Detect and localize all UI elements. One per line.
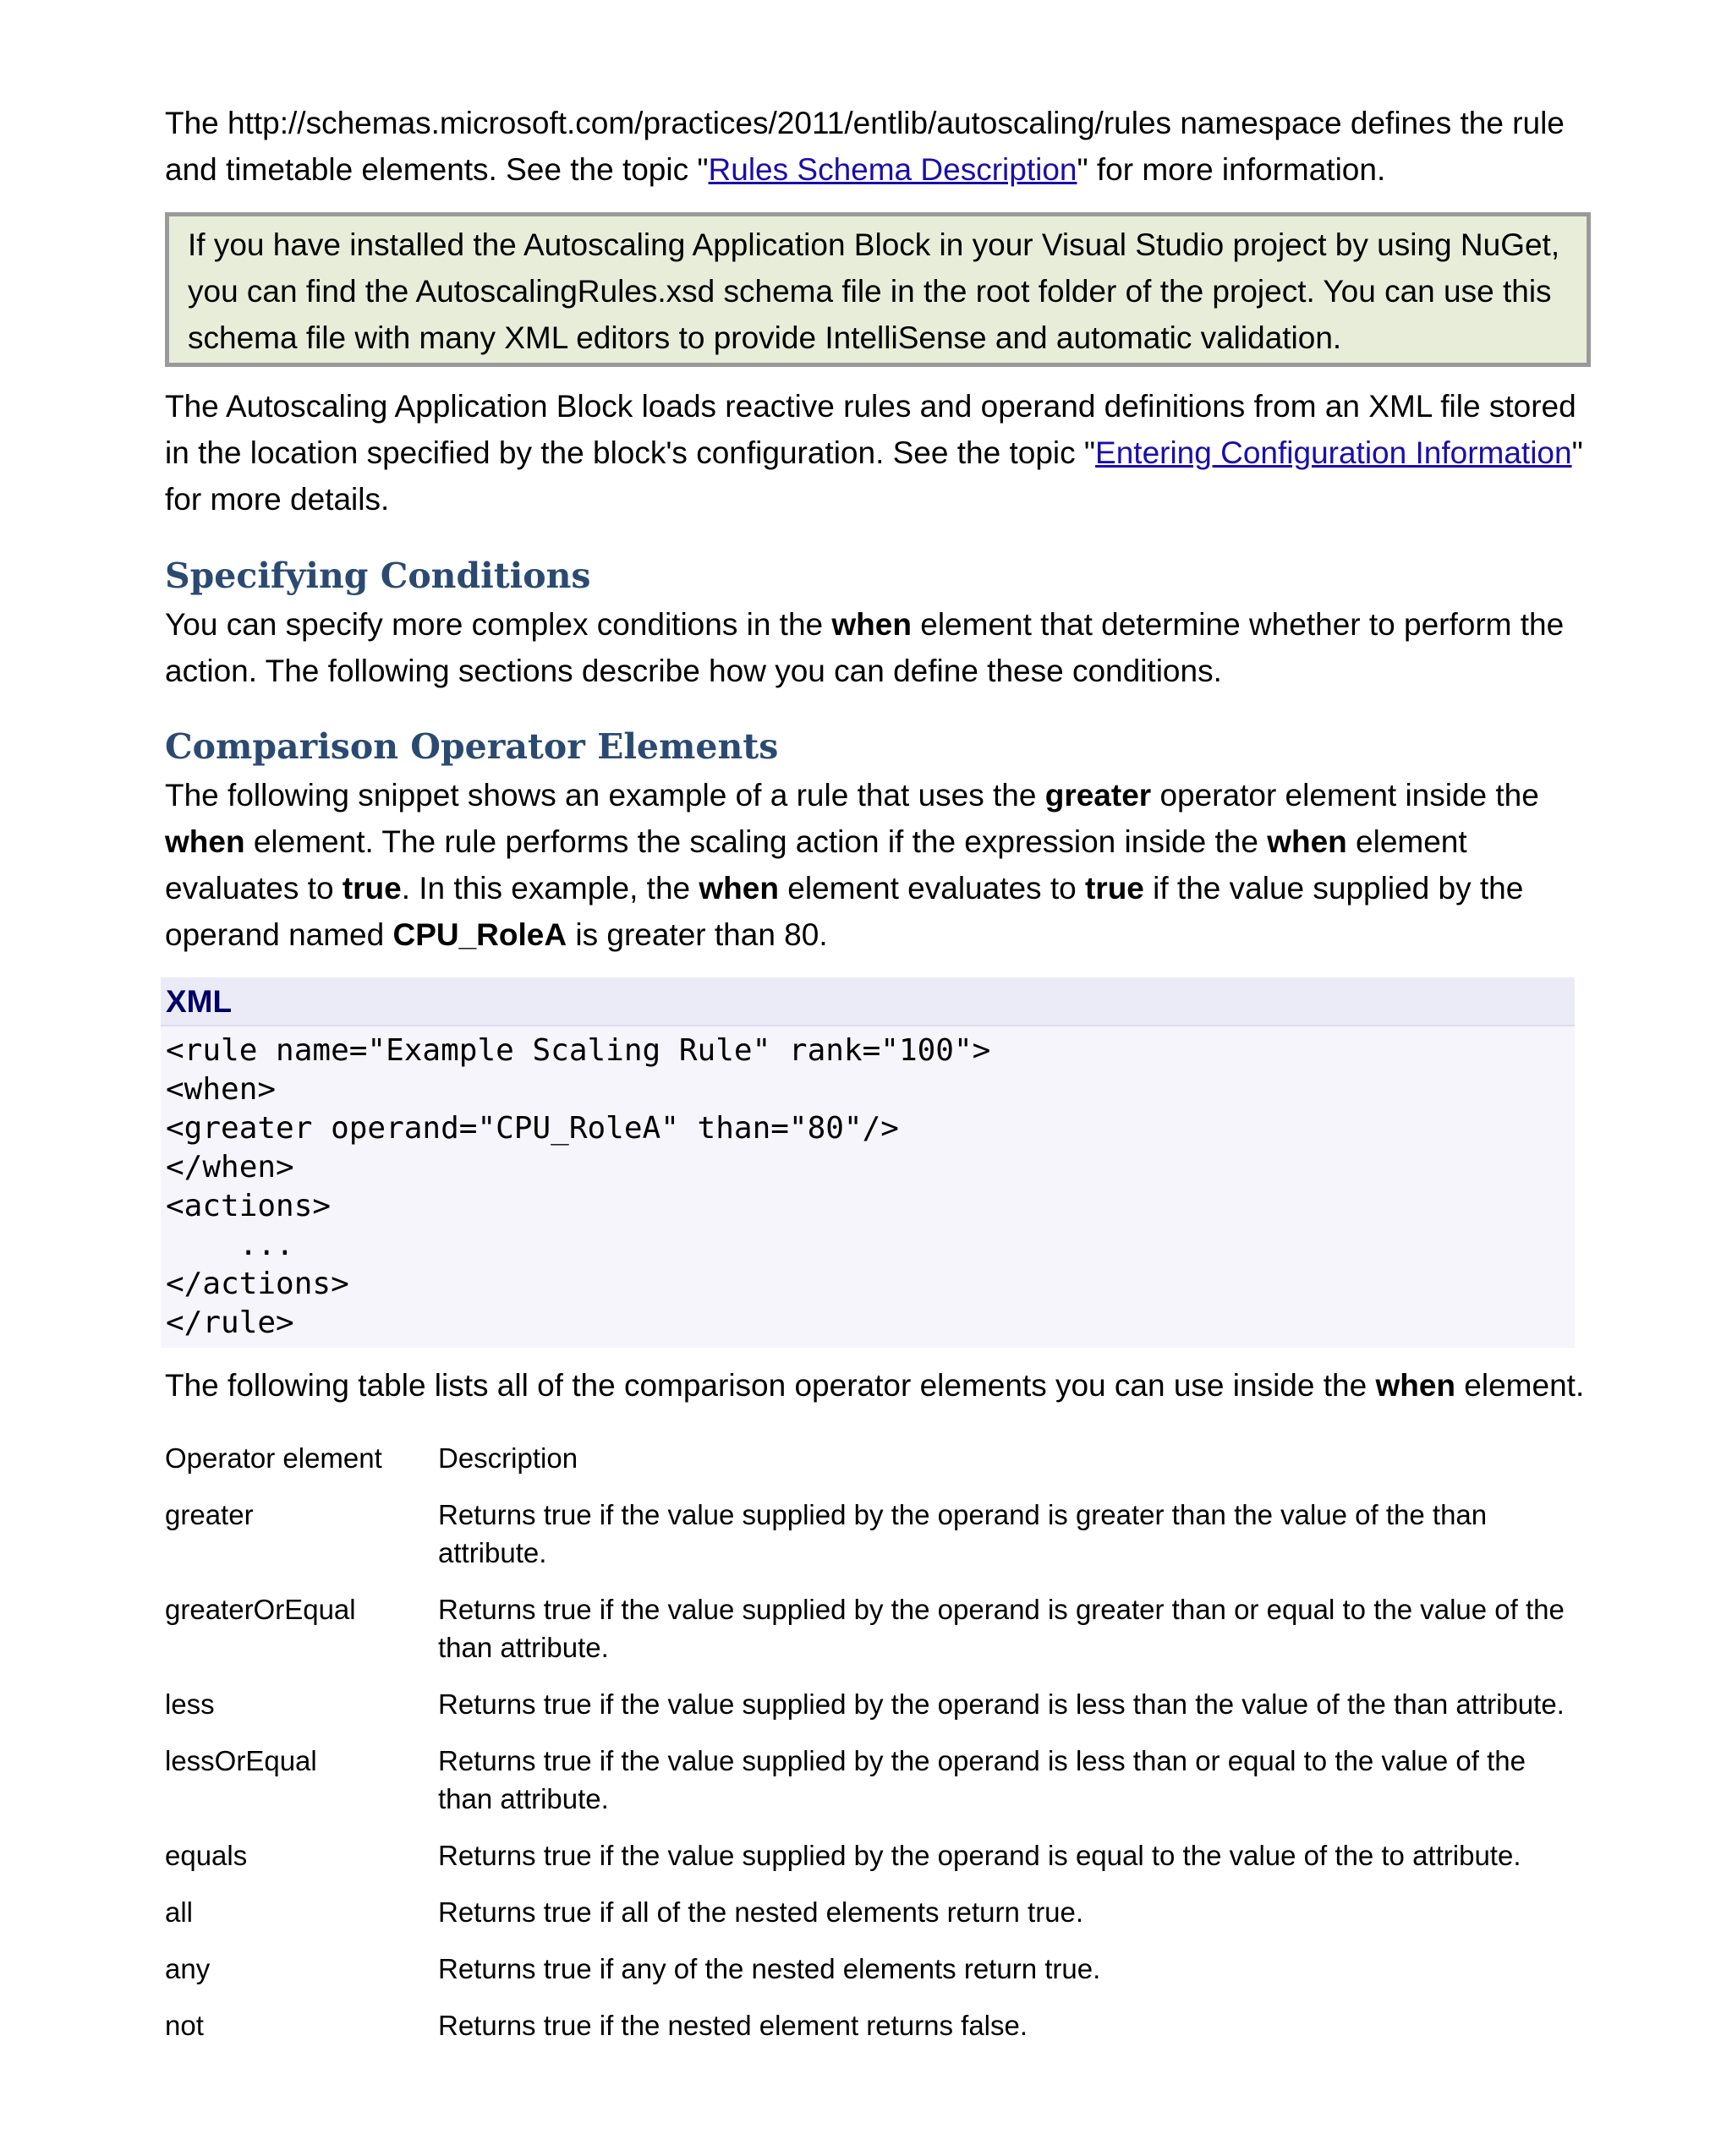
text-run: is greater than 80.: [567, 917, 828, 952]
description-cell: Returns true if all of the nested elements return true.: [438, 1896, 1084, 1928]
entering-configuration-information-link[interactable]: Entering Configuration Information: [1095, 435, 1572, 470]
code-line: <when>: [166, 1072, 277, 1107]
text-run: The following table lists all of the comparison operator elements you can use inside the: [165, 1368, 1376, 1403]
rules-schema-description-link[interactable]: Rules Schema Description: [708, 152, 1077, 187]
table-row: [165, 1893, 1577, 1931]
bold-term: true: [342, 871, 402, 906]
comparison-operator-elements-heading: Comparison Operator Elements: [165, 726, 779, 767]
table-header-row: [165, 1439, 1577, 1477]
description-cell: Returns true if any of the nested elements return true.: [438, 1953, 1101, 1984]
description-cell: Returns true if the value supplied by the operand is equal to the value of the to attribute.: [438, 1840, 1521, 1871]
bold-term: true: [1084, 871, 1144, 906]
bold-term: CPU_RoleA: [392, 917, 567, 952]
bold-term: when: [699, 871, 779, 906]
description-cell: Returns true if the value supplied by the operand is greater than or equal to the value of the than attribute.: [438, 1594, 1565, 1663]
nuget-note-text: If you have installed the Autoscaling Application Block in your Visual Studio project by using NuGet, you can find the AutoscalingRules.xsd schema file in the root folder of the project. You can use this schema file with many XML editors to provide IntelliSense and automatic validation.: [188, 227, 1560, 355]
code-snippet[interactable]: [161, 1026, 1575, 1343]
bold-term: when: [165, 824, 245, 859]
text-run: element evaluates to: [165, 824, 1467, 906]
operator-cell: all: [165, 1896, 194, 1928]
xml-code-block: [161, 977, 1575, 1348]
loads-text-end: " for more details.: [165, 435, 1583, 517]
code-line: ...: [166, 1228, 294, 1262]
column-header-operator: Operator element: [165, 1442, 382, 1474]
operator-cell: not: [165, 2010, 204, 2041]
nuget-note-box: [165, 212, 1591, 367]
loads-text-start: The Autoscaling Application Block loads reactive rules and operand definitions from an XML file stored in the location specified by the block's configuration. See the topic ": [165, 389, 1576, 470]
operator-cell: less: [165, 1688, 215, 1720]
comparison-paragraph: [165, 772, 1594, 958]
intro-text-start: The http://schemas.microsoft.com/practices/2011/entlib/autoscaling/rules namespace defines the rule and timetable elements. See the topic ": [165, 106, 1565, 187]
code-line: <rule name="Example Scaling Rule" rank="100">: [166, 1033, 991, 1068]
text-run: The following snippet shows an example of a rule that uses the: [165, 778, 1045, 813]
code-line: <actions>: [166, 1189, 332, 1223]
text-run: element.: [1455, 1368, 1585, 1403]
operator-cell: greaterOrEqual: [165, 1594, 356, 1625]
code-line: </actions>: [166, 1267, 349, 1301]
loads-paragraph: [165, 383, 1594, 523]
bold-term: when: [1375, 1368, 1456, 1403]
code-line: </rule>: [166, 1305, 294, 1340]
bold-term: when: [1267, 824, 1347, 859]
text-run: You can specify more complex conditions in the: [165, 607, 832, 642]
specifying-conditions-heading: Specifying Conditions: [165, 555, 591, 596]
table-intro-paragraph: [165, 1362, 1594, 1409]
table-row: [165, 1836, 1577, 1874]
description-cell: Returns true if the nested element returns false.: [438, 2010, 1028, 2041]
code-line: </when>: [166, 1150, 294, 1185]
text-run: operator element inside the: [1151, 778, 1539, 813]
operator-cell: any: [165, 1953, 211, 1984]
description-cell: Returns true if the value supplied by the operand is less than or equal to the value of the than attribute.: [438, 1745, 1526, 1814]
operator-table: [165, 1439, 1577, 2063]
bold-term: greater: [1044, 778, 1152, 813]
text-run: if the value supplied by the operand named: [165, 871, 1524, 952]
operator-cell: lessOrEqual: [165, 1745, 317, 1776]
description-cell: Returns true if the value supplied by the operand is greater than the value of the than attribute.: [438, 1499, 1488, 1568]
table-row: [165, 1496, 1577, 1572]
column-header-description: Description: [438, 1442, 578, 1474]
table-row: [165, 1590, 1577, 1666]
text-run: element that determine whether to perform the action. The following sections describe how you can define these conditions.: [165, 607, 1565, 688]
table-row: [165, 1742, 1577, 1818]
table-row: [165, 2006, 1577, 2044]
table-row: [165, 1685, 1577, 1723]
intro-paragraph: [165, 100, 1586, 193]
code-language-label: XML: [161, 977, 1575, 1026]
code-line: <greater operand="CPU_RoleA" than="80"/>: [166, 1111, 899, 1146]
description-cell: Returns true if the value supplied by the operand is less than the value of the than attribute.: [438, 1688, 1565, 1720]
operator-cell: greater: [165, 1499, 254, 1530]
operator-cell: equals: [165, 1840, 248, 1871]
intro-text-end: " for more information.: [1077, 152, 1386, 187]
text-run: element evaluates to: [778, 871, 1085, 906]
specifying-conditions-paragraph: [165, 601, 1594, 694]
text-run: . In this example, the: [401, 871, 699, 906]
text-run: element. The rule performs the scaling action if the expression inside the: [244, 824, 1268, 859]
bold-term: when: [831, 607, 912, 642]
table-row: [165, 1950, 1577, 1988]
